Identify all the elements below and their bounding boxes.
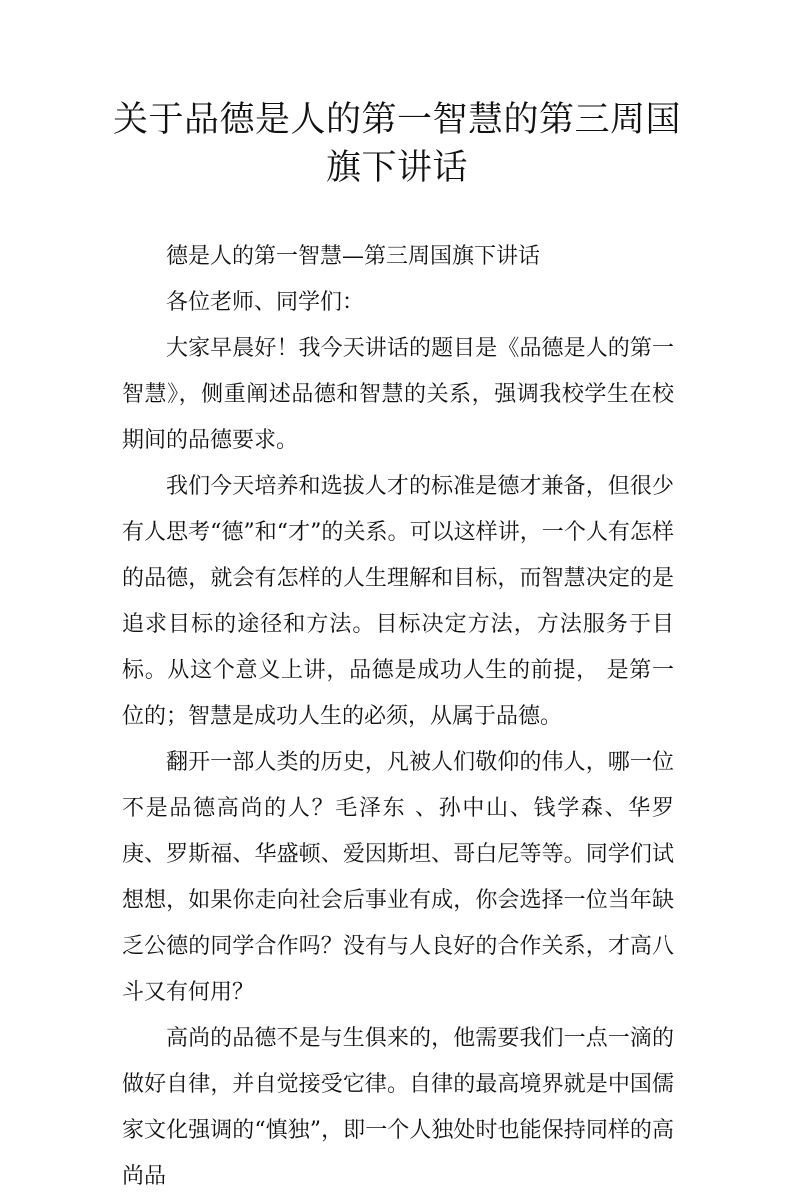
document-body (122, 234, 674, 1200)
paragraph-subtitle: 德是人的第一智慧—第三周国旗下讲话 (166, 244, 541, 269)
paragraph-self-discipline: 高尚的品德不是与生俱来的，他需要我们一点一滴的做好自律，并自觉接受它律。自律的最高境界就是中国儒家文化强调的“慎独”，即一个人独处时也能保持同样的高尚品 (122, 1026, 674, 1189)
paragraph-history: 翻开一部人类的历史，凡被人们敬仰的伟人，哪一位不是品德高尚的人？毛泽东 、孙中山、钱学森、华罗庚、罗斯福、华盛顿、爱因斯坦、哥白尼等等。同学们试想想，如果你走向社会后事业有成，你会选择一位当年缺乏公德的同学合作吗？没有与人良好的合作关系，才高八斗又有何用？ (122, 750, 674, 1005)
paragraph-greeting: 大家早晨好！我今天讲话的题目是《品德是人的第一智慧》，侧重阐述品德和智慧的关系，强调我校学生在校期间的品德要求。 (122, 336, 674, 453)
paragraph-virtue-talent: 我们今天培养和选拔人才的标准是德才兼备，但很少有人思考“德”和“才”的关系。可以这样讲，一个人有怎样的品德，就会有怎样的人生理解和目标，而智慧决定的是追求目标的途径和方法。目标决定方法，方法服务于目标。从这个意义上讲，品德是成功人生的前提， 是第一位的；智慧是成功人生的必须，从属于品德。 (122, 474, 674, 729)
document-title: 关于品德是人的第一智慧的第三周国旗下讲话 (112, 100, 681, 188)
paragraph-salutation: 各位老师、同学们： (166, 290, 365, 315)
